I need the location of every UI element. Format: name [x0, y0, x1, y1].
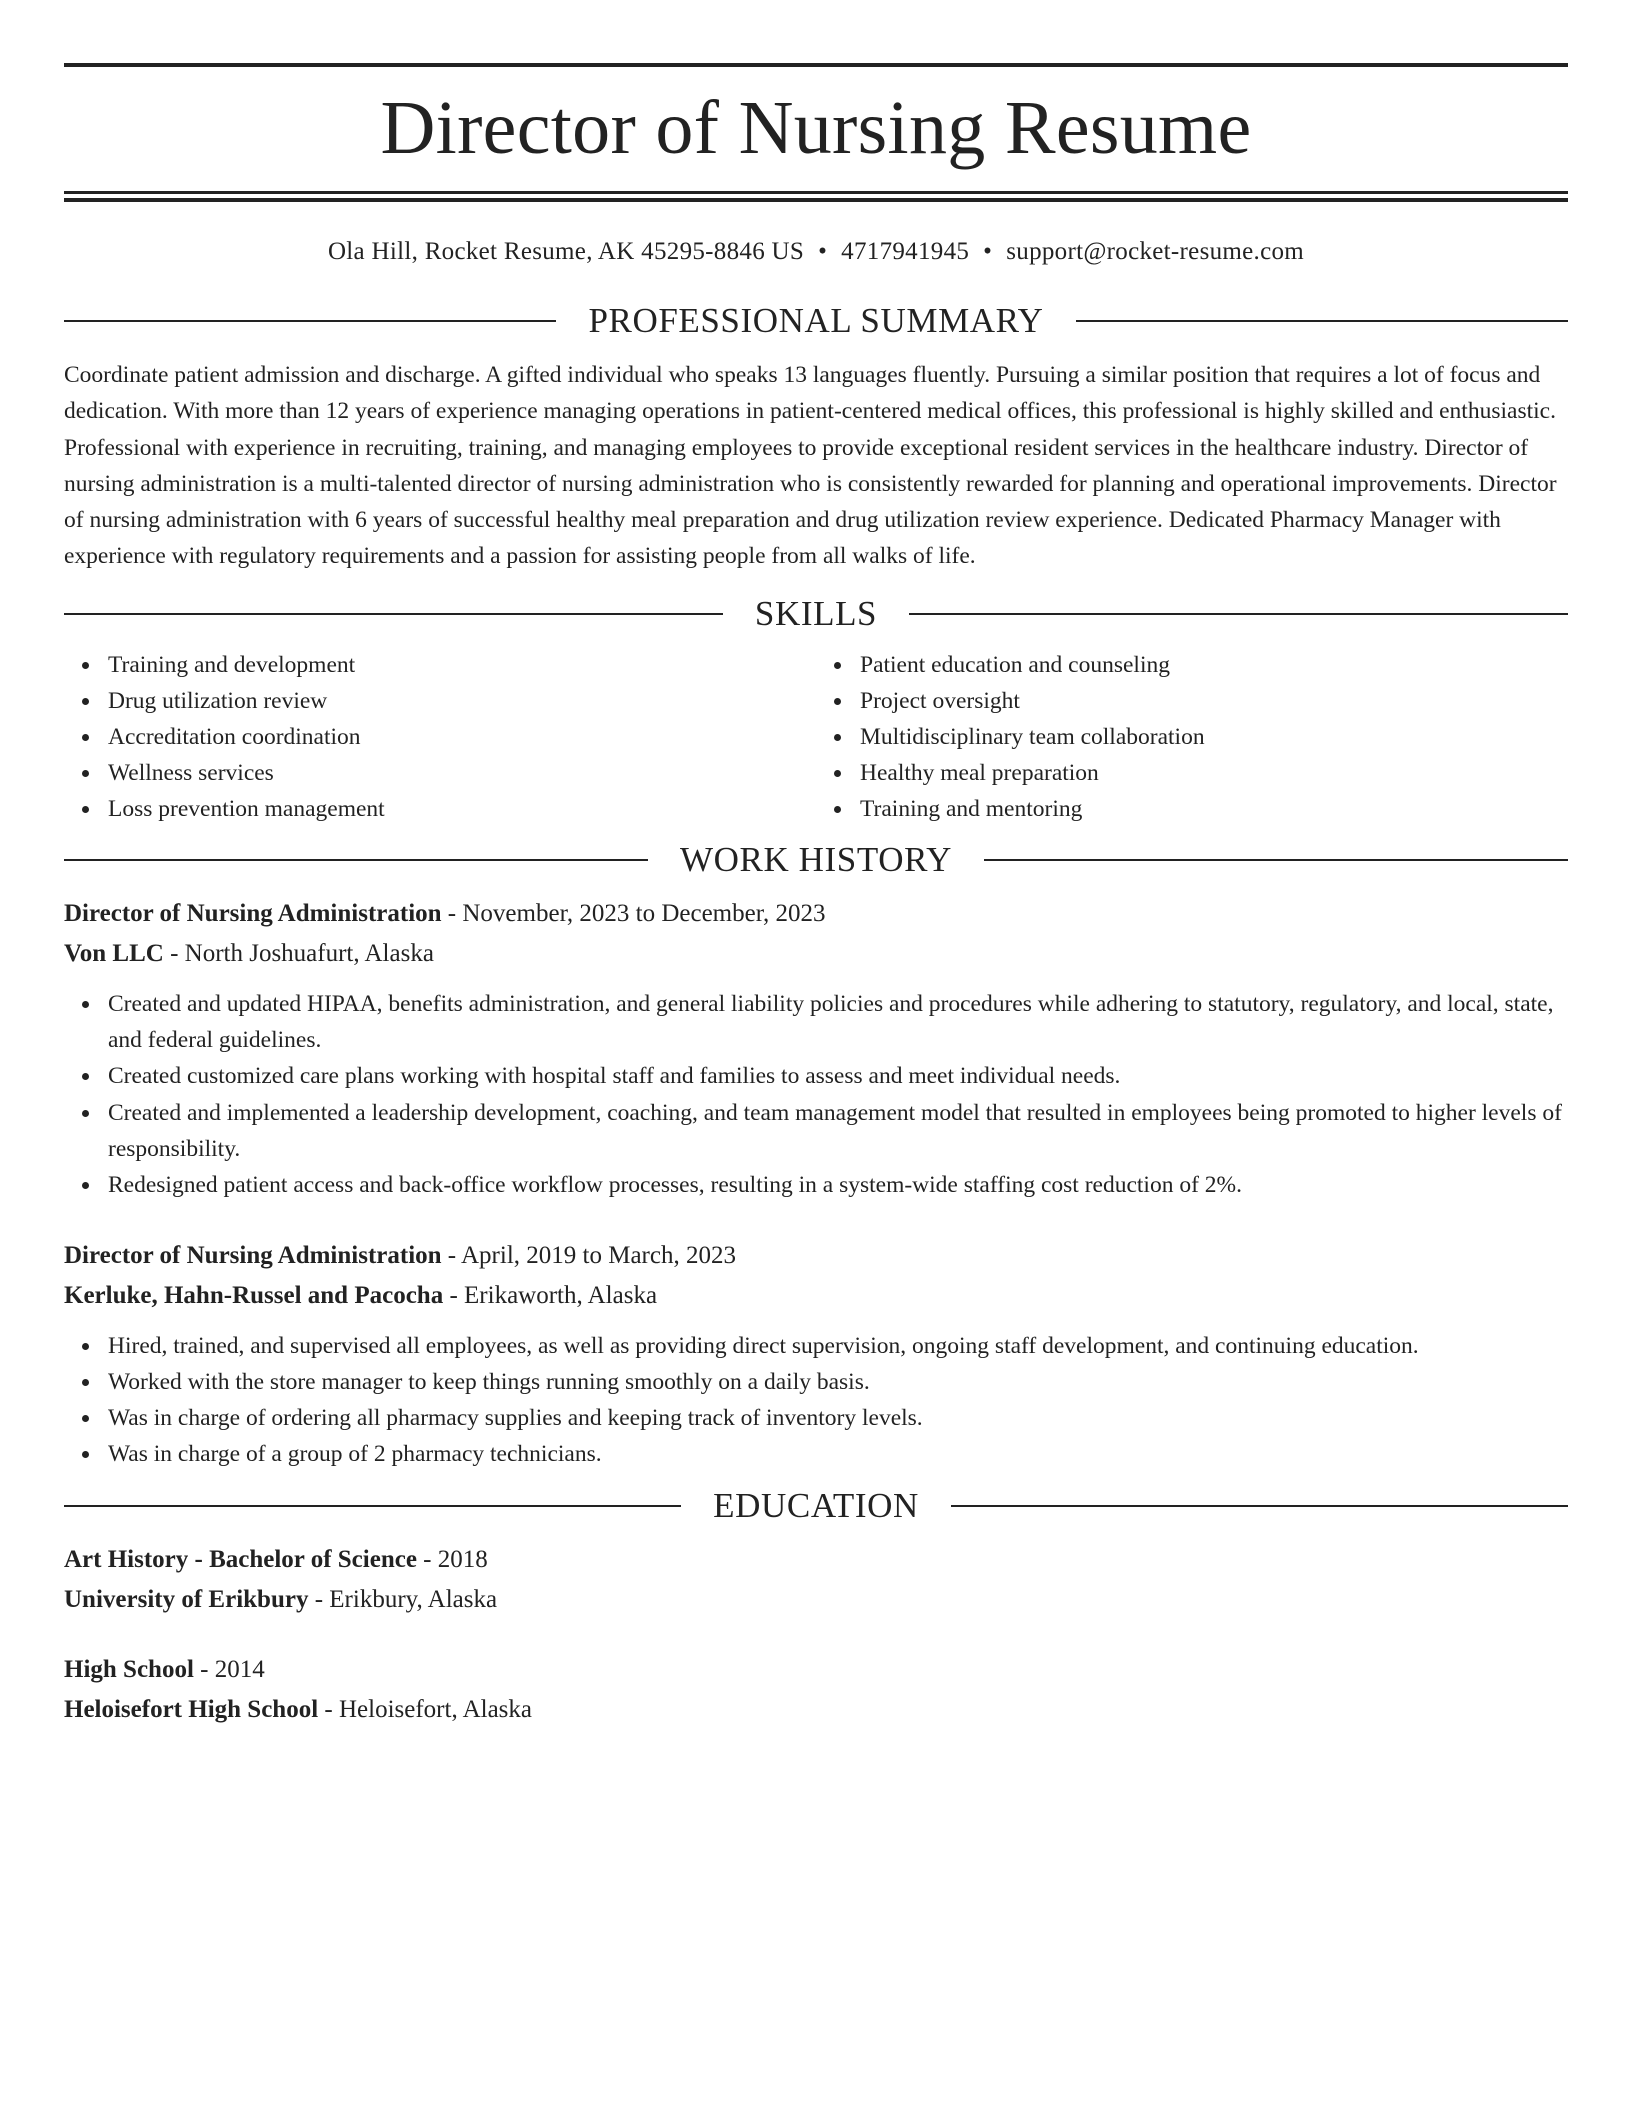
- skills-heading: [64, 592, 1568, 636]
- education-degree: Art History - Bachelor of Science: [64, 1545, 417, 1573]
- job-bullet: Created and updated HIPAA, benefits administration, and general liability policies and procedures while adhering to statutory, regulatory, and local, state, and federal guidelines.: [108, 986, 1568, 1059]
- job-company: Kerluke, Hahn-Russel and Pacocha: [64, 1281, 444, 1309]
- education-degree-line: [64, 1540, 1568, 1580]
- title-double-rule: [64, 191, 1568, 202]
- contact-line: [64, 235, 1568, 269]
- top-rule: [64, 63, 1568, 67]
- skills-column-right: [816, 647, 1568, 827]
- job-title: Director of Nursing Administration: [64, 1241, 442, 1269]
- skills-heading-text: SKILLS: [754, 593, 878, 633]
- work-heading-text: WORK HISTORY: [680, 839, 952, 879]
- summary-heading: [64, 299, 1568, 343]
- skill-item: Training and development: [108, 647, 816, 683]
- contact-email[interactable]: support@rocket-resume.com: [1006, 238, 1305, 265]
- education-location: - Heloisefort, Alaska: [318, 1695, 532, 1723]
- skill-item: Loss prevention management: [108, 791, 816, 827]
- job-title-line: [64, 894, 1568, 934]
- job-bullet: Was in charge of ordering all pharmacy supplies and keeping track of inventory levels.: [108, 1400, 1568, 1436]
- education-year: - 2014: [193, 1655, 265, 1683]
- resume-page: [64, 63, 1568, 1730]
- job-title: Director of Nursing Administration: [64, 899, 442, 927]
- job-dates: - November, 2023 to December, 2023: [441, 899, 826, 927]
- work-heading: [64, 838, 1568, 882]
- job-location: - North Joshuafurt, Alaska: [163, 939, 434, 967]
- education-location: - Erikbury, Alaska: [308, 1585, 498, 1613]
- job-title-line: [64, 1236, 1568, 1276]
- skill-item: Drug utilization review: [108, 683, 816, 719]
- education-heading: [64, 1484, 1568, 1528]
- skill-item: Training and mentoring: [860, 791, 1568, 827]
- skills-list: [64, 647, 1568, 827]
- job-entry: [64, 1236, 1568, 1473]
- job-bullets: [64, 986, 1568, 1204]
- skill-item: Patient education and counseling: [860, 647, 1568, 683]
- job-bullet: Hired, trained, and supervised all employees, as well as providing direct supervision, ongoing staff development, and continuing education.: [108, 1328, 1568, 1364]
- contact-phone: 4717941945: [841, 238, 970, 265]
- job-company-line: [64, 934, 1568, 974]
- job-bullets: [64, 1328, 1568, 1473]
- contact-separator: •: [983, 238, 993, 265]
- education-school-line: [64, 1690, 1568, 1730]
- skill-item: Accreditation coordination: [108, 719, 816, 755]
- job-entry: [64, 894, 1568, 1204]
- job-bullet: Was in charge of a group of 2 pharmacy technicians.: [108, 1436, 1568, 1472]
- job-bullet: Worked with the store manager to keep things running smoothly on a daily basis.: [108, 1364, 1568, 1400]
- education-heading-text: EDUCATION: [713, 1485, 919, 1525]
- education-school: University of Erikbury: [64, 1585, 309, 1613]
- job-bullet: Redesigned patient access and back-office workflow processes, resulting in a system-wide staffing cost reduction of 2%.: [108, 1167, 1568, 1203]
- job-dates: - April, 2019 to March, 2023: [441, 1241, 736, 1269]
- skills-column-left: [64, 647, 816, 827]
- job-company-line: [64, 1276, 1568, 1316]
- summary-text: Coordinate patient admission and discharge. A gifted individual who speaks 13 languages fluently. Pursuing a similar position that requires a lot of focus and dedication. With more than 12 years of experience managing operations in patient-centered medical offices, this professional is highly skilled and enthusiastic. Professional with experience in recruiting, training, and managing employees to provide exceptional resident services in the healthcare industry. Director of nursing administration is a multi-talented director of nursing administration who is consistently rewarded for planning and operational improvements. Director of nursing administration with 6 years of successful healthy meal preparation and drug utilization review experience. Dedicated Pharmacy Manager with experience with regulatory requirements and a passion for assisting people from all walks of life.: [64, 362, 1557, 570]
- education-degree-line: [64, 1650, 1568, 1690]
- summary-heading-text: PROFESSIONAL SUMMARY: [588, 301, 1044, 340]
- education-entry: [64, 1650, 1568, 1730]
- job-company: Von LLC: [64, 939, 164, 967]
- education-year: - 2018: [416, 1545, 488, 1573]
- education-entry: [64, 1540, 1568, 1620]
- education-school-line: [64, 1580, 1568, 1620]
- resume-title: Director of Nursing Resume: [380, 86, 1252, 170]
- job-bullet: Created customized care plans working with hospital staff and families to assess and meet individual needs.: [108, 1058, 1568, 1094]
- skill-item: Healthy meal preparation: [860, 755, 1568, 791]
- skill-item: Multidisciplinary team collaboration: [860, 719, 1568, 755]
- education-degree: High School: [64, 1655, 194, 1683]
- job-bullet: Created and implemented a leadership development, coaching, and team management model that resulted in employees being promoted to higher levels of responsibility.: [108, 1095, 1568, 1168]
- job-location: - Erikaworth, Alaska: [443, 1281, 658, 1309]
- contact-separator: •: [818, 238, 828, 265]
- skill-item: Project oversight: [860, 683, 1568, 719]
- education-school: Heloisefort High School: [64, 1695, 319, 1723]
- contact-address: Ola Hill, Rocket Resume, AK 45295-8846 US: [327, 238, 805, 265]
- skill-item: Wellness services: [108, 755, 816, 791]
